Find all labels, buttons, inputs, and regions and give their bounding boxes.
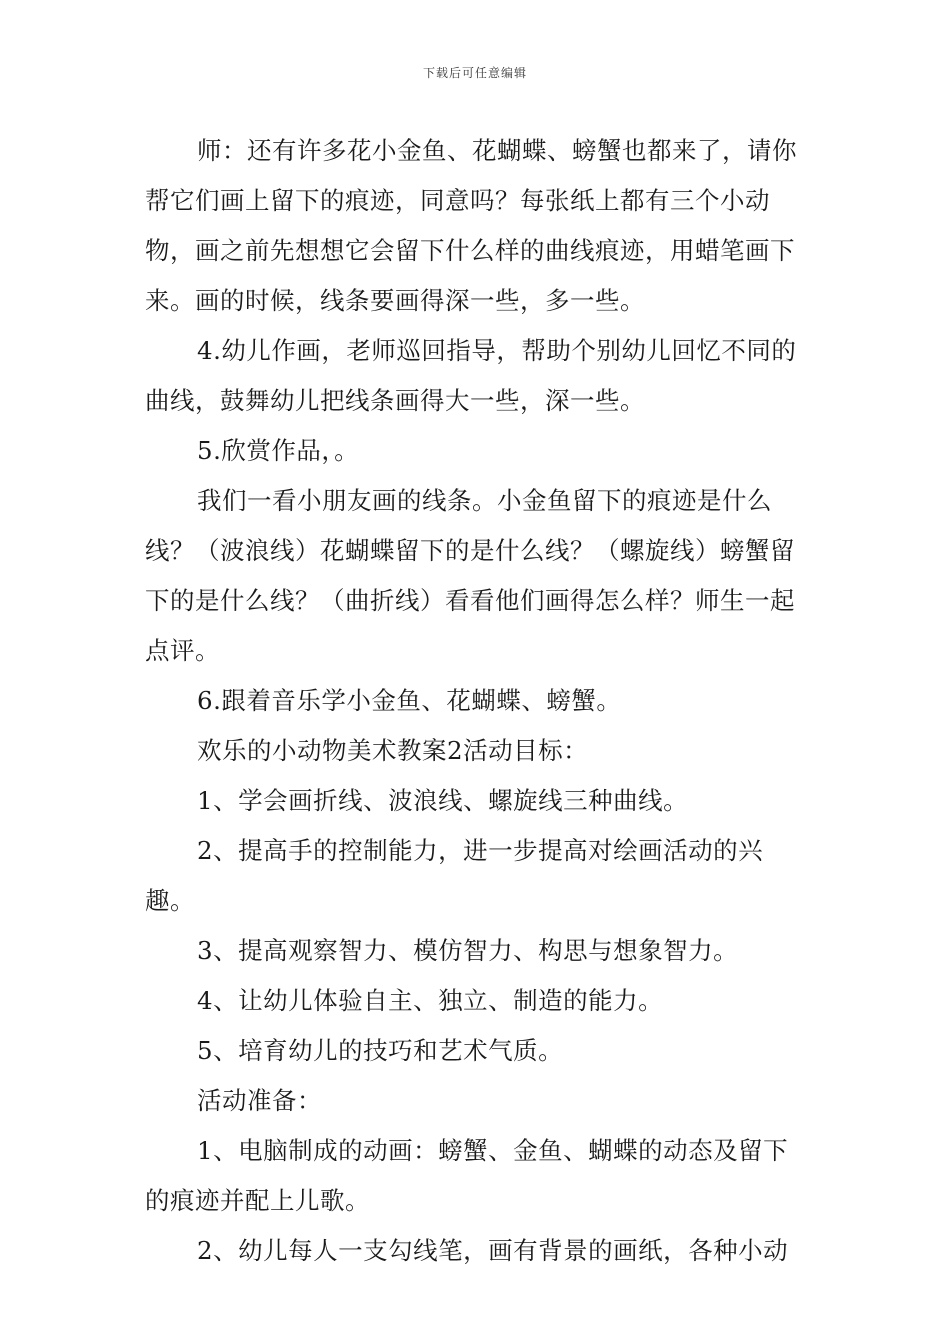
paragraph-goal-3: 3、提高观察智力、模仿智力、构思与想象智力。 — [197, 936, 739, 965]
paragraph-preparation-2: 2、幼儿每人一支勾线笔，画有背景的画纸，各种小动 — [197, 1236, 789, 1265]
paragraph-goal-1: 1、学会画折线、波浪线、螺旋线三种曲线。 — [197, 786, 689, 815]
paragraph-goal-4: 4、让幼儿体验自主、独立、制造的能力。 — [197, 986, 664, 1015]
page-header: 下载后可任意编辑 — [422, 66, 527, 80]
paragraph-goal-2: 2、提高手的控制能力，进一步提高对绘画活动的兴趣。 — [145, 836, 764, 915]
paragraph-step-4: 4.幼儿作画，老师巡回指导，帮助个别幼儿回忆不同的曲线，鼓舞幼儿把线条画得大一些，深一些。 — [145, 336, 797, 415]
document-body — [145, 126, 810, 1276]
paragraph-teacher-instruction: 师：还有许多花小金鱼、花蝴蝶、螃蟹也都来了，请你帮它们画上留下的痕迹，同意吗？每张纸上都有三个小动物，画之前先想想它会留下什么样的曲线痕迹，用蜡笔画下来。画的时候，线条要画得深一些，多一些。 — [145, 136, 797, 315]
paragraph-step-6: 6.跟着音乐学小金鱼、花蝴蝶、螃蟹。 — [197, 686, 622, 715]
paragraph-preparation-heading: 活动准备： — [197, 1086, 322, 1115]
paragraph-goal-5: 5、培育幼儿的技巧和艺术气质。 — [197, 1036, 564, 1065]
paragraph-appreciation: 我们一看小朋友画的线条。小金鱼留下的痕迹是什么线？（波浪线）花蝴蝶留下的是什么线？（螺旋线）螃蟹留下的是什么线？（曲折线）看看他们画得怎么样？师生一起点评。 — [145, 486, 795, 665]
paragraph-lesson-2-title: 欢乐的小动物美术教案2活动目标： — [197, 736, 589, 765]
paragraph-step-5: 5.欣赏作品，。 — [197, 436, 360, 465]
paragraph-preparation-1: 1、电脑制成的动画：螃蟹、金鱼、蝴蝶的动态及留下的痕迹并配上儿歌。 — [145, 1136, 789, 1215]
